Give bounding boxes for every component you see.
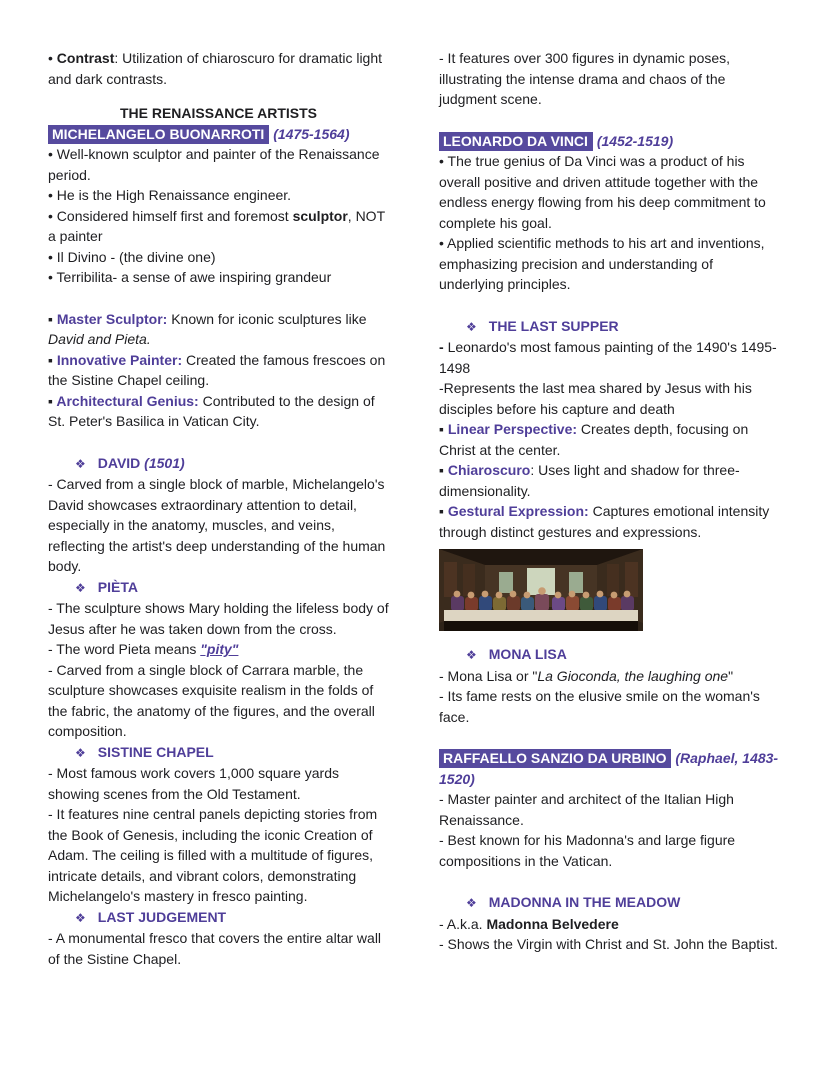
text-segment: - A monumental fresco that covers the entire altar wall of the Sistine Chapel. bbox=[48, 930, 382, 967]
text-segment: Known for iconic sculptures like bbox=[167, 310, 367, 327]
artist-name: MICHELANGELO BUONARROTI bbox=[48, 125, 269, 144]
paragraph bbox=[48, 144, 389, 185]
text-segment: Leonardo's most famous painting of the 1490's 1495-1498 bbox=[439, 339, 777, 376]
paragraph bbox=[48, 267, 389, 288]
artist-heading bbox=[439, 748, 780, 789]
text-segment: Chiaroscuro bbox=[447, 462, 531, 478]
paragraph bbox=[48, 763, 389, 804]
text-segment: - Shows the Virgin with Christ and St. John the Baptist. bbox=[439, 936, 779, 952]
text-segment: Created the famous frescoes on the Sistine Chapel ceiling. bbox=[48, 351, 386, 388]
artist-name: RAFFAELLO SANZIO DA URBINO bbox=[439, 749, 671, 768]
text-segment: • The true genius of Da Vinci was a product of his overall positive and driven attitude together with the endless energy flowing from his deep commitment to complete his goal. bbox=[439, 153, 766, 231]
diamond-bullet-icon: ❖ bbox=[75, 580, 86, 595]
paragraph bbox=[48, 598, 389, 639]
paragraph bbox=[439, 419, 780, 460]
artist-name: LEONARDO DA VINCI bbox=[439, 132, 593, 151]
text-segment: Contributed to the design of St. Peter's Basilica in Vatican City. bbox=[48, 392, 375, 429]
paragraph bbox=[48, 309, 389, 350]
text-segment: sculptor bbox=[292, 207, 348, 224]
topic-subheading bbox=[439, 644, 780, 666]
text-segment: Gestural Expression: bbox=[447, 503, 589, 519]
text-segment: • bbox=[48, 50, 57, 66]
text-segment: Contrast bbox=[56, 50, 115, 66]
text-segment: • Well-known sculptor and painter of the Renaissance period. bbox=[48, 146, 380, 183]
paragraph bbox=[439, 460, 780, 501]
artist-dates: (1475-1564) bbox=[269, 125, 350, 142]
last-supper-painting bbox=[439, 549, 643, 631]
text-segment: Master Sculptor: bbox=[56, 310, 168, 327]
topic-subheading bbox=[439, 892, 780, 914]
diamond-bullet-icon: ❖ bbox=[466, 319, 477, 334]
text-segment: : Uses light and shadow for three-dimensionality. bbox=[439, 462, 740, 499]
paragraph bbox=[439, 666, 780, 687]
paragraph bbox=[48, 206, 389, 247]
text-segment: - Carved from a single block of Carrara marble, the sculpture showcases exquisite realism in the folds of the fabric, the anatomy of the figures, and the overall composition. bbox=[48, 661, 375, 739]
text-segment: • He is the High Renaissance engineer. bbox=[48, 187, 292, 203]
paragraph bbox=[48, 928, 389, 969]
paragraph bbox=[48, 391, 389, 432]
text-segment: Linear Perspective: bbox=[447, 421, 578, 437]
text-segment: ▪ bbox=[439, 462, 448, 478]
text-segment: - Best known for his Madonna's and large figure compositions in the Vatican. bbox=[439, 832, 736, 869]
paragraph bbox=[48, 639, 389, 660]
text-segment: - Carved from a single block of marble, Michelangelo's David showcases extraordinary attention to detail, especially in the anatomy, muscles, and veins, reflecting the artist's deep understanding of the human body. bbox=[48, 476, 386, 574]
topic-suffix: (1501) bbox=[140, 454, 185, 471]
paragraph bbox=[439, 789, 780, 830]
topic-title: THE LAST SUPPER bbox=[488, 317, 619, 334]
paragraph bbox=[48, 48, 389, 89]
text-segment: ▪ bbox=[439, 503, 448, 519]
paragraph bbox=[439, 501, 780, 542]
paragraph bbox=[439, 151, 780, 233]
text-segment: Captures emotional intensity through distinct gestures and expressions. bbox=[439, 503, 770, 540]
text-segment: - Most famous work covers 1,000 square yards showing scenes from the Old Testament. bbox=[48, 765, 340, 802]
spacer bbox=[48, 432, 389, 453]
text-segment: - It features over 300 figures in dynamic poses, illustrating the intense drama and chaos of the judgment scene. bbox=[439, 50, 731, 107]
text-segment: ▪ bbox=[48, 392, 57, 409]
text-segment: - A.k.a. bbox=[439, 915, 487, 932]
paragraph bbox=[48, 474, 389, 577]
text-segment: • Terribilita- a sense of awe inspiring grandeur bbox=[48, 269, 332, 285]
text-segment: - The sculpture shows Mary holding the lifeless body of Jesus after he was taken down from the cross. bbox=[48, 600, 389, 637]
topic-subheading bbox=[48, 907, 389, 929]
paragraph bbox=[48, 660, 389, 742]
diamond-bullet-icon: ❖ bbox=[75, 910, 86, 925]
diamond-bullet-icon: ❖ bbox=[466, 896, 477, 910]
topic-subheading bbox=[48, 577, 389, 599]
paragraph bbox=[439, 378, 780, 419]
text-segment: - It features nine central panels depicting stories from the Book of Genesis, including the iconic Creation of Adam. The ceiling is filled with a multitude of figures, intricate details, and vibrant colors, demonstrating Michelangelo's mastery in fresco painting. bbox=[48, 806, 378, 904]
text-segment: - bbox=[439, 339, 448, 355]
topic-title: SISTINE CHAPEL bbox=[97, 743, 214, 760]
text-segment: David and Pieta. bbox=[48, 331, 151, 347]
text-segment: • Considered himself first and foremost bbox=[48, 207, 293, 224]
text-segment: ▪ bbox=[439, 421, 448, 437]
topic-subheading bbox=[439, 316, 780, 338]
paragraph bbox=[439, 934, 780, 955]
right-column bbox=[439, 48, 780, 969]
topic-subheading bbox=[48, 742, 389, 764]
paragraph bbox=[48, 350, 389, 391]
paragraph bbox=[48, 247, 389, 268]
text-segment: Innovative Painter: bbox=[56, 351, 183, 368]
text-segment: : Utilization of chiaroscuro for dramatic light and dark contrasts. bbox=[48, 50, 383, 87]
text-segment: - Master painter and architect of the Italian High Renaissance. bbox=[439, 791, 734, 828]
topic-title: PIÈTA bbox=[97, 578, 138, 595]
text-segment: Creates depth, focusing on Christ at the center. bbox=[439, 421, 749, 458]
paragraph bbox=[439, 686, 780, 727]
spacer bbox=[439, 727, 780, 748]
paragraph bbox=[48, 185, 389, 206]
spacer bbox=[48, 288, 389, 309]
text-segment: • Applied scientific methods to his art and inventions, emphasizing precision and understanding of underlying principles. bbox=[439, 235, 765, 292]
spacer bbox=[439, 295, 780, 316]
topic-title: DAVID bbox=[97, 454, 141, 471]
text-segment: Architectural Genius: bbox=[56, 392, 199, 409]
diamond-bullet-icon: ❖ bbox=[75, 456, 86, 471]
paragraph bbox=[48, 804, 389, 907]
text-segment: " bbox=[728, 667, 734, 684]
text-segment: ▪ bbox=[48, 310, 57, 327]
topic-title: LAST JUDGEMENT bbox=[97, 908, 227, 925]
artist-heading bbox=[48, 124, 389, 145]
topic-title: MONA LISA bbox=[488, 646, 567, 662]
text-segment: • Il Divino - (the divine one) bbox=[48, 248, 216, 265]
left-column bbox=[48, 48, 389, 969]
topic-subheading bbox=[48, 453, 389, 475]
diamond-bullet-icon: ❖ bbox=[466, 648, 477, 662]
text-segment: , NOT a painter bbox=[48, 207, 385, 244]
last-supper-image bbox=[439, 549, 643, 631]
text-segment: La Gioconda, the laughing one bbox=[537, 667, 729, 684]
text-segment: - Its fame rests on the elusive smile on the woman's face. bbox=[439, 688, 760, 725]
paragraph bbox=[439, 830, 780, 871]
artist-dates: (Raphael, 1483-1520) bbox=[439, 750, 779, 787]
paragraph bbox=[439, 233, 780, 295]
paragraph bbox=[439, 914, 780, 935]
topic-title: MADONNA IN THE MEADOW bbox=[488, 894, 681, 910]
artist-dates: (1452-1519) bbox=[592, 132, 674, 149]
spacer bbox=[439, 871, 780, 892]
section-heading: THE RENAISSANCE ARTISTS bbox=[119, 105, 318, 121]
paragraph bbox=[439, 337, 780, 378]
diamond-bullet-icon: ❖ bbox=[75, 745, 86, 760]
text-segment: - The word Pieta means bbox=[48, 641, 201, 657]
text-segment: - Mona Lisa or " bbox=[439, 667, 538, 684]
text-segment: ▪ bbox=[48, 351, 57, 368]
text-segment: -Represents the last mea shared by Jesus with his disciples before his capture and death bbox=[439, 380, 752, 417]
paragraph bbox=[439, 48, 780, 110]
spacer bbox=[439, 110, 780, 131]
text-segment: "pity" bbox=[200, 641, 239, 657]
text-segment: Madonna Belvedere bbox=[486, 915, 619, 932]
artist-heading bbox=[439, 131, 780, 152]
